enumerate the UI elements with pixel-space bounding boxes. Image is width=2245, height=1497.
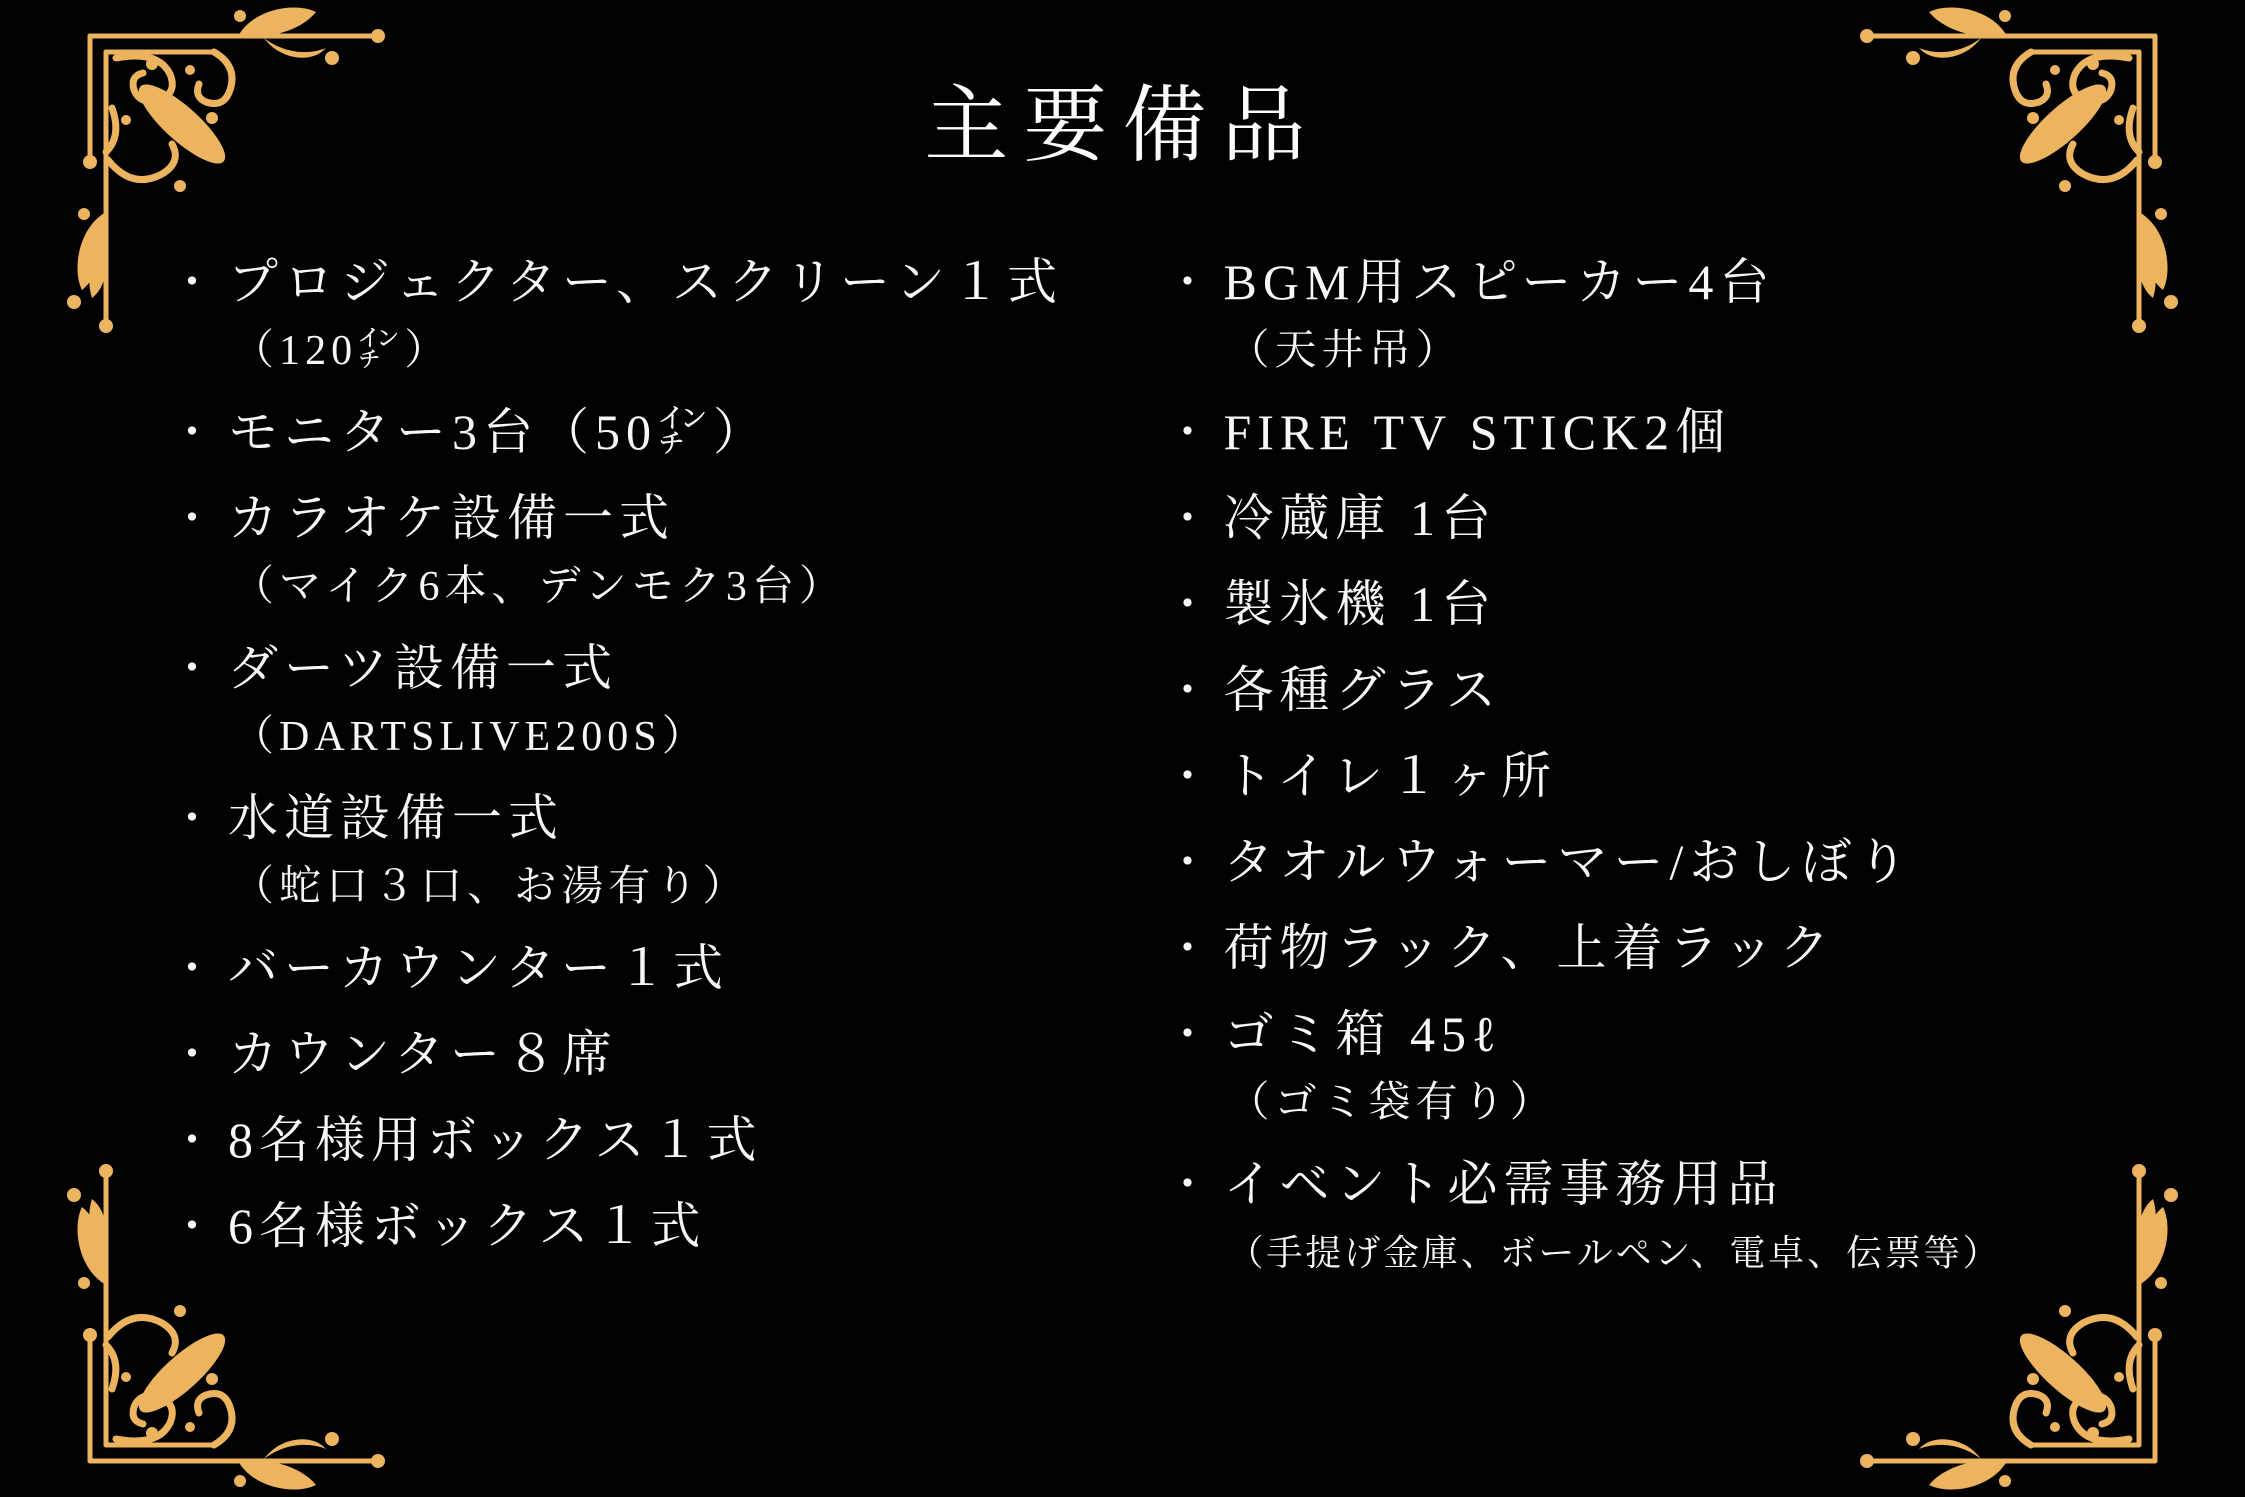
bullet-dot: ・ (1165, 580, 1216, 629)
list-item (170, 1020, 1158, 1080)
bullet-dot: ・ (170, 1030, 220, 1079)
item-text: 水道設備一式 (228, 790, 564, 846)
list-item (1166, 248, 2146, 308)
list-item (170, 784, 1158, 844)
item-text: 製氷機 1台 (1223, 576, 1497, 632)
list-item (170, 484, 1158, 544)
item-text: BGM用スピーカー4台 (1223, 254, 1776, 310)
bullet-dot: ・ (170, 1116, 220, 1165)
bullet-dot: ・ (1165, 838, 1216, 887)
item-text: バーカウンター１式 (228, 940, 729, 996)
item-text: 冷蔵庫 1台 (1223, 490, 1497, 546)
item-text: ダーツ設備一式 (228, 640, 618, 696)
equipment-list-right (1158, 248, 2146, 1300)
bullet-dot: ・ (170, 408, 220, 457)
list-item (170, 1192, 1158, 1252)
list-item (1166, 484, 2146, 544)
list-item (1166, 828, 2146, 888)
bullet-dot: ・ (170, 644, 220, 693)
list-item (1166, 398, 2146, 458)
bullet-dot: ・ (1165, 924, 1216, 973)
page-title: 主要備品 (924, 80, 1321, 173)
bullet-dot: ・ (1165, 494, 1216, 543)
item-text: FIRE TV STICK2個 (1223, 404, 1732, 460)
bullet-dot: ・ (1165, 752, 1216, 801)
bullet-dot: ・ (1165, 408, 1216, 457)
list-item (1166, 570, 2146, 630)
item-note: （手提げ金庫、ボールペン、電卓、伝票等） (1227, 1233, 2002, 1273)
item-text: 各種グラス (1223, 662, 1502, 718)
item-note: （ゴミ袋有り） (1227, 1080, 1557, 1126)
item-text: 6名様ボックス１式 (228, 1198, 707, 1254)
item-note: （天井吊） (1227, 328, 1463, 374)
item-text: ゴミ箱 45ℓ (1223, 1006, 1502, 1062)
list-item (170, 634, 1158, 694)
item-text: プロジェクター、スクリーン１式 (228, 254, 1063, 310)
bullet-dot: ・ (1165, 666, 1216, 715)
bullet-dot: ・ (170, 1202, 220, 1251)
list-item (170, 934, 1158, 994)
item-text: トイレ１ヶ所 (1223, 748, 1557, 804)
list-item (1166, 914, 2146, 974)
list-item (1166, 1000, 2146, 1060)
bullet-dot: ・ (170, 494, 220, 543)
bullet-dot: ・ (1165, 258, 1216, 307)
list-item (170, 248, 1158, 308)
bullet-dot: ・ (1165, 1160, 1216, 1209)
item-text: カウンター８席 (228, 1026, 618, 1082)
bullet-dot: ・ (170, 794, 220, 843)
item-text: カラオケ設備一式 (228, 490, 675, 546)
bullet-dot: ・ (170, 258, 220, 307)
item-note: （蛇口３口、お湯有り） (232, 864, 750, 910)
list-item (1166, 1150, 2146, 1210)
item-text: タオルウォーマー/おしぼり (1223, 834, 1914, 890)
equipment-lists (170, 248, 2145, 1300)
item-note: （120㌅） (232, 328, 452, 374)
list-item (1166, 742, 2146, 802)
item-text: 8名様用ボックス１式 (228, 1112, 763, 1168)
equipment-list-left (170, 248, 1158, 1300)
bullet-dot: ・ (170, 944, 220, 993)
bullet-dot: ・ (1165, 1010, 1216, 1059)
item-text: イベント必需事務用品 (1223, 1156, 1784, 1212)
item-text: モニター3台（50㌅） (228, 404, 769, 460)
list-item (1166, 656, 2146, 716)
list-item (170, 398, 1158, 458)
item-text: 荷物ラック、上着ラック (1223, 920, 1836, 976)
item-note: （DARTSLIVE200S） (232, 714, 709, 760)
item-note: （マイク6本、デンモク3台） (232, 564, 847, 610)
list-item (170, 1106, 1158, 1166)
